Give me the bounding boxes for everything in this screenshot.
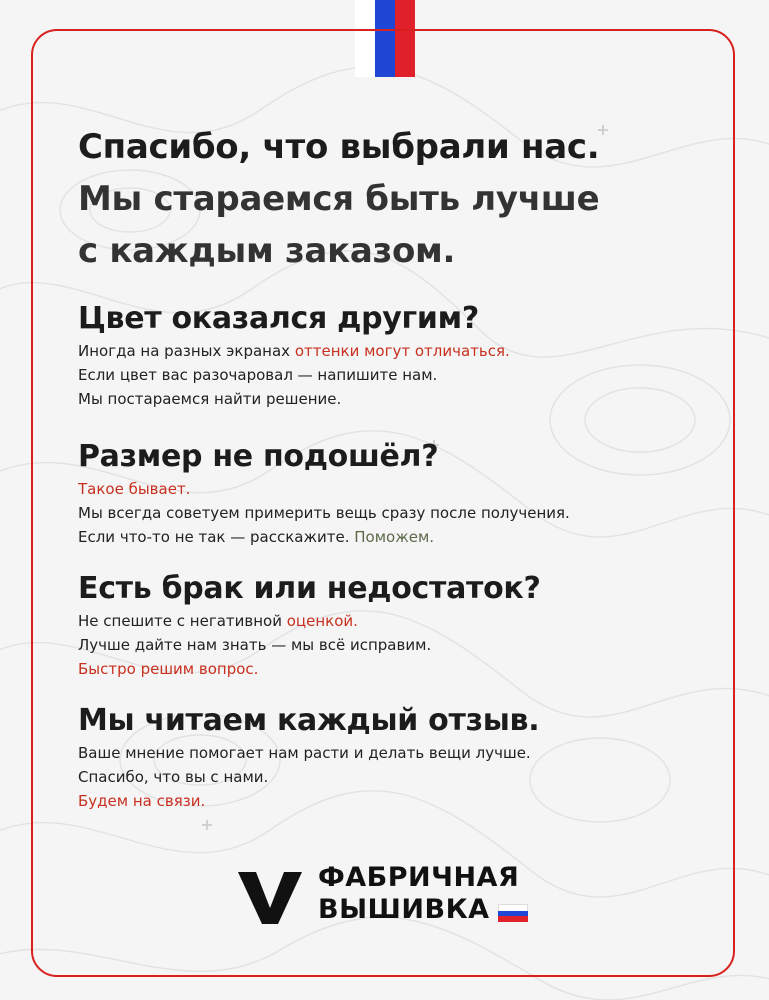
section-line bbox=[78, 657, 718, 681]
highlighted-text: оценкой. bbox=[286, 612, 358, 630]
section-title: Размер не подошёл? bbox=[78, 439, 439, 474]
section-title: Есть брак или недостаток? bbox=[78, 571, 541, 606]
section-line bbox=[78, 741, 718, 765]
line-text: Мы постараемся найти решение. bbox=[78, 390, 342, 408]
section-line bbox=[78, 477, 718, 501]
line-text: Если что-то не так — расскажите. bbox=[78, 528, 355, 546]
highlighted-text: Такое бывает. bbox=[78, 480, 191, 498]
section-size bbox=[78, 437, 718, 549]
line-text: Спасибо, что вы с нами. bbox=[78, 768, 269, 786]
line-text: Не спешите с негативной bbox=[78, 612, 287, 630]
brand-name bbox=[318, 862, 519, 926]
brand-line-2: ВЫШИВКА bbox=[318, 894, 490, 925]
content bbox=[78, 121, 718, 813]
highlighted-text: Быстро решим вопрос. bbox=[78, 660, 259, 678]
section-line bbox=[78, 501, 718, 525]
intro-heading bbox=[78, 121, 718, 277]
line-text: Иногда на разных экранах bbox=[78, 342, 295, 360]
section-line bbox=[78, 633, 718, 657]
line-text: Если цвет вас разочаровал — напишите нам. bbox=[78, 366, 438, 384]
section-line bbox=[78, 609, 718, 633]
v-logo-icon bbox=[238, 868, 302, 926]
intro-line-1: Спасибо, что выбрали нас. bbox=[78, 127, 600, 167]
section-line bbox=[78, 363, 718, 387]
section-line bbox=[78, 339, 718, 363]
brand-logo bbox=[238, 860, 538, 930]
section-reviews bbox=[78, 701, 718, 813]
brand-line-1: ФАБРИЧНАЯ bbox=[318, 862, 520, 893]
line-text: Ваше мнение помогает нам расти и делать вещи лучше. bbox=[78, 744, 531, 762]
small-flag bbox=[498, 904, 528, 922]
section-title: Цвет оказался другим? bbox=[78, 301, 479, 336]
highlighted-text: Будем на связи. bbox=[78, 792, 206, 810]
highlighted-text: оттенки могут отличаться. bbox=[294, 342, 510, 360]
line-text: Мы всегда советуем примерить вещь сразу после получения. bbox=[78, 504, 570, 522]
line-text: Лучше дайте нам знать — мы всё исправим. bbox=[78, 636, 432, 654]
highlighted-text: Поможем. bbox=[354, 528, 435, 546]
intro-line-2: Мы стараемся быть лучше bbox=[78, 179, 600, 219]
section-line bbox=[78, 387, 718, 411]
section-line bbox=[78, 789, 718, 813]
section-title: Мы читаем каждый отзыв. bbox=[78, 703, 540, 738]
section-line bbox=[78, 765, 718, 789]
intro-line-3: с каждым заказом. bbox=[78, 231, 456, 271]
section-line bbox=[78, 525, 718, 549]
section-defect bbox=[78, 569, 718, 681]
section-color bbox=[78, 299, 718, 411]
